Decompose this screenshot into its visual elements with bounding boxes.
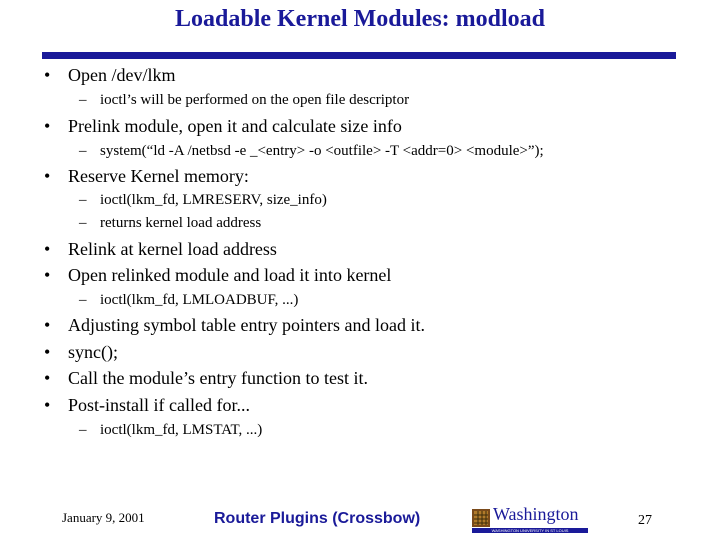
bullet-icon: •: [44, 395, 51, 415]
bullet-icon: •: [44, 342, 51, 362]
university-logo: [472, 506, 588, 536]
dash-icon: –: [79, 215, 87, 231]
page-number: 27: [638, 513, 652, 528]
bullet-icon: •: [44, 166, 51, 186]
logo-wordmark: Washington: [493, 504, 579, 524]
dash-icon: –: [79, 422, 87, 438]
dash-icon: –: [79, 143, 87, 159]
title-divider: [42, 52, 676, 59]
footer-date: January 9, 2001: [62, 510, 145, 525]
bullet-icon: •: [44, 265, 51, 285]
list-item: • Post-install if called for...: [44, 395, 250, 415]
list-subitem: – ioctl(lkm_fd, LMLOADBUF, ...): [79, 292, 299, 308]
list-subitem: – system(“ld -A /netbsd -e _<entry> -o <outfile> -T <addr=0> <module>”);: [79, 143, 544, 159]
list-item: • Reserve Kernel memory:: [44, 166, 249, 186]
list-subitem: – ioctl(lkm_fd, LMRESERV, size_info): [79, 192, 327, 208]
bullet-icon: •: [44, 368, 51, 388]
list-item: • Open /dev/lkm: [44, 65, 176, 85]
list-item: • Relink at kernel load address: [44, 239, 277, 259]
bullet-icon: •: [44, 116, 51, 136]
list-subitem: – ioctl’s will be performed on the open file descriptor: [79, 92, 410, 108]
footer-title: Router Plugins (Crossbow): [214, 510, 421, 527]
list-item: • Call the module’s entry function to test it.: [44, 368, 368, 388]
dash-icon: –: [79, 92, 87, 108]
list-subitem: – ioctl(lkm_fd, LMSTAT, ...): [79, 422, 263, 438]
list-item: • Prelink module, open it and calculate size info: [44, 116, 402, 136]
list-item: • Adjusting symbol table entry pointers and load it.: [44, 315, 425, 335]
bullet-icon: •: [44, 65, 51, 85]
list-item: • sync();: [44, 342, 118, 362]
bullet-icon: •: [44, 315, 51, 335]
list-item: • Open relinked module and load it into kernel: [44, 265, 392, 285]
slide-title: Loadable Kernel Modules: modload: [174, 6, 546, 32]
logo-subtext: WASHINGTON UNIVERSITY IN ST LOUIS: [472, 528, 588, 533]
bullet-icon: •: [44, 239, 51, 259]
dash-icon: –: [79, 192, 87, 208]
shield-icon: [472, 509, 490, 527]
list-subitem: – returns kernel load address: [79, 215, 262, 231]
dash-icon: –: [79, 292, 87, 308]
